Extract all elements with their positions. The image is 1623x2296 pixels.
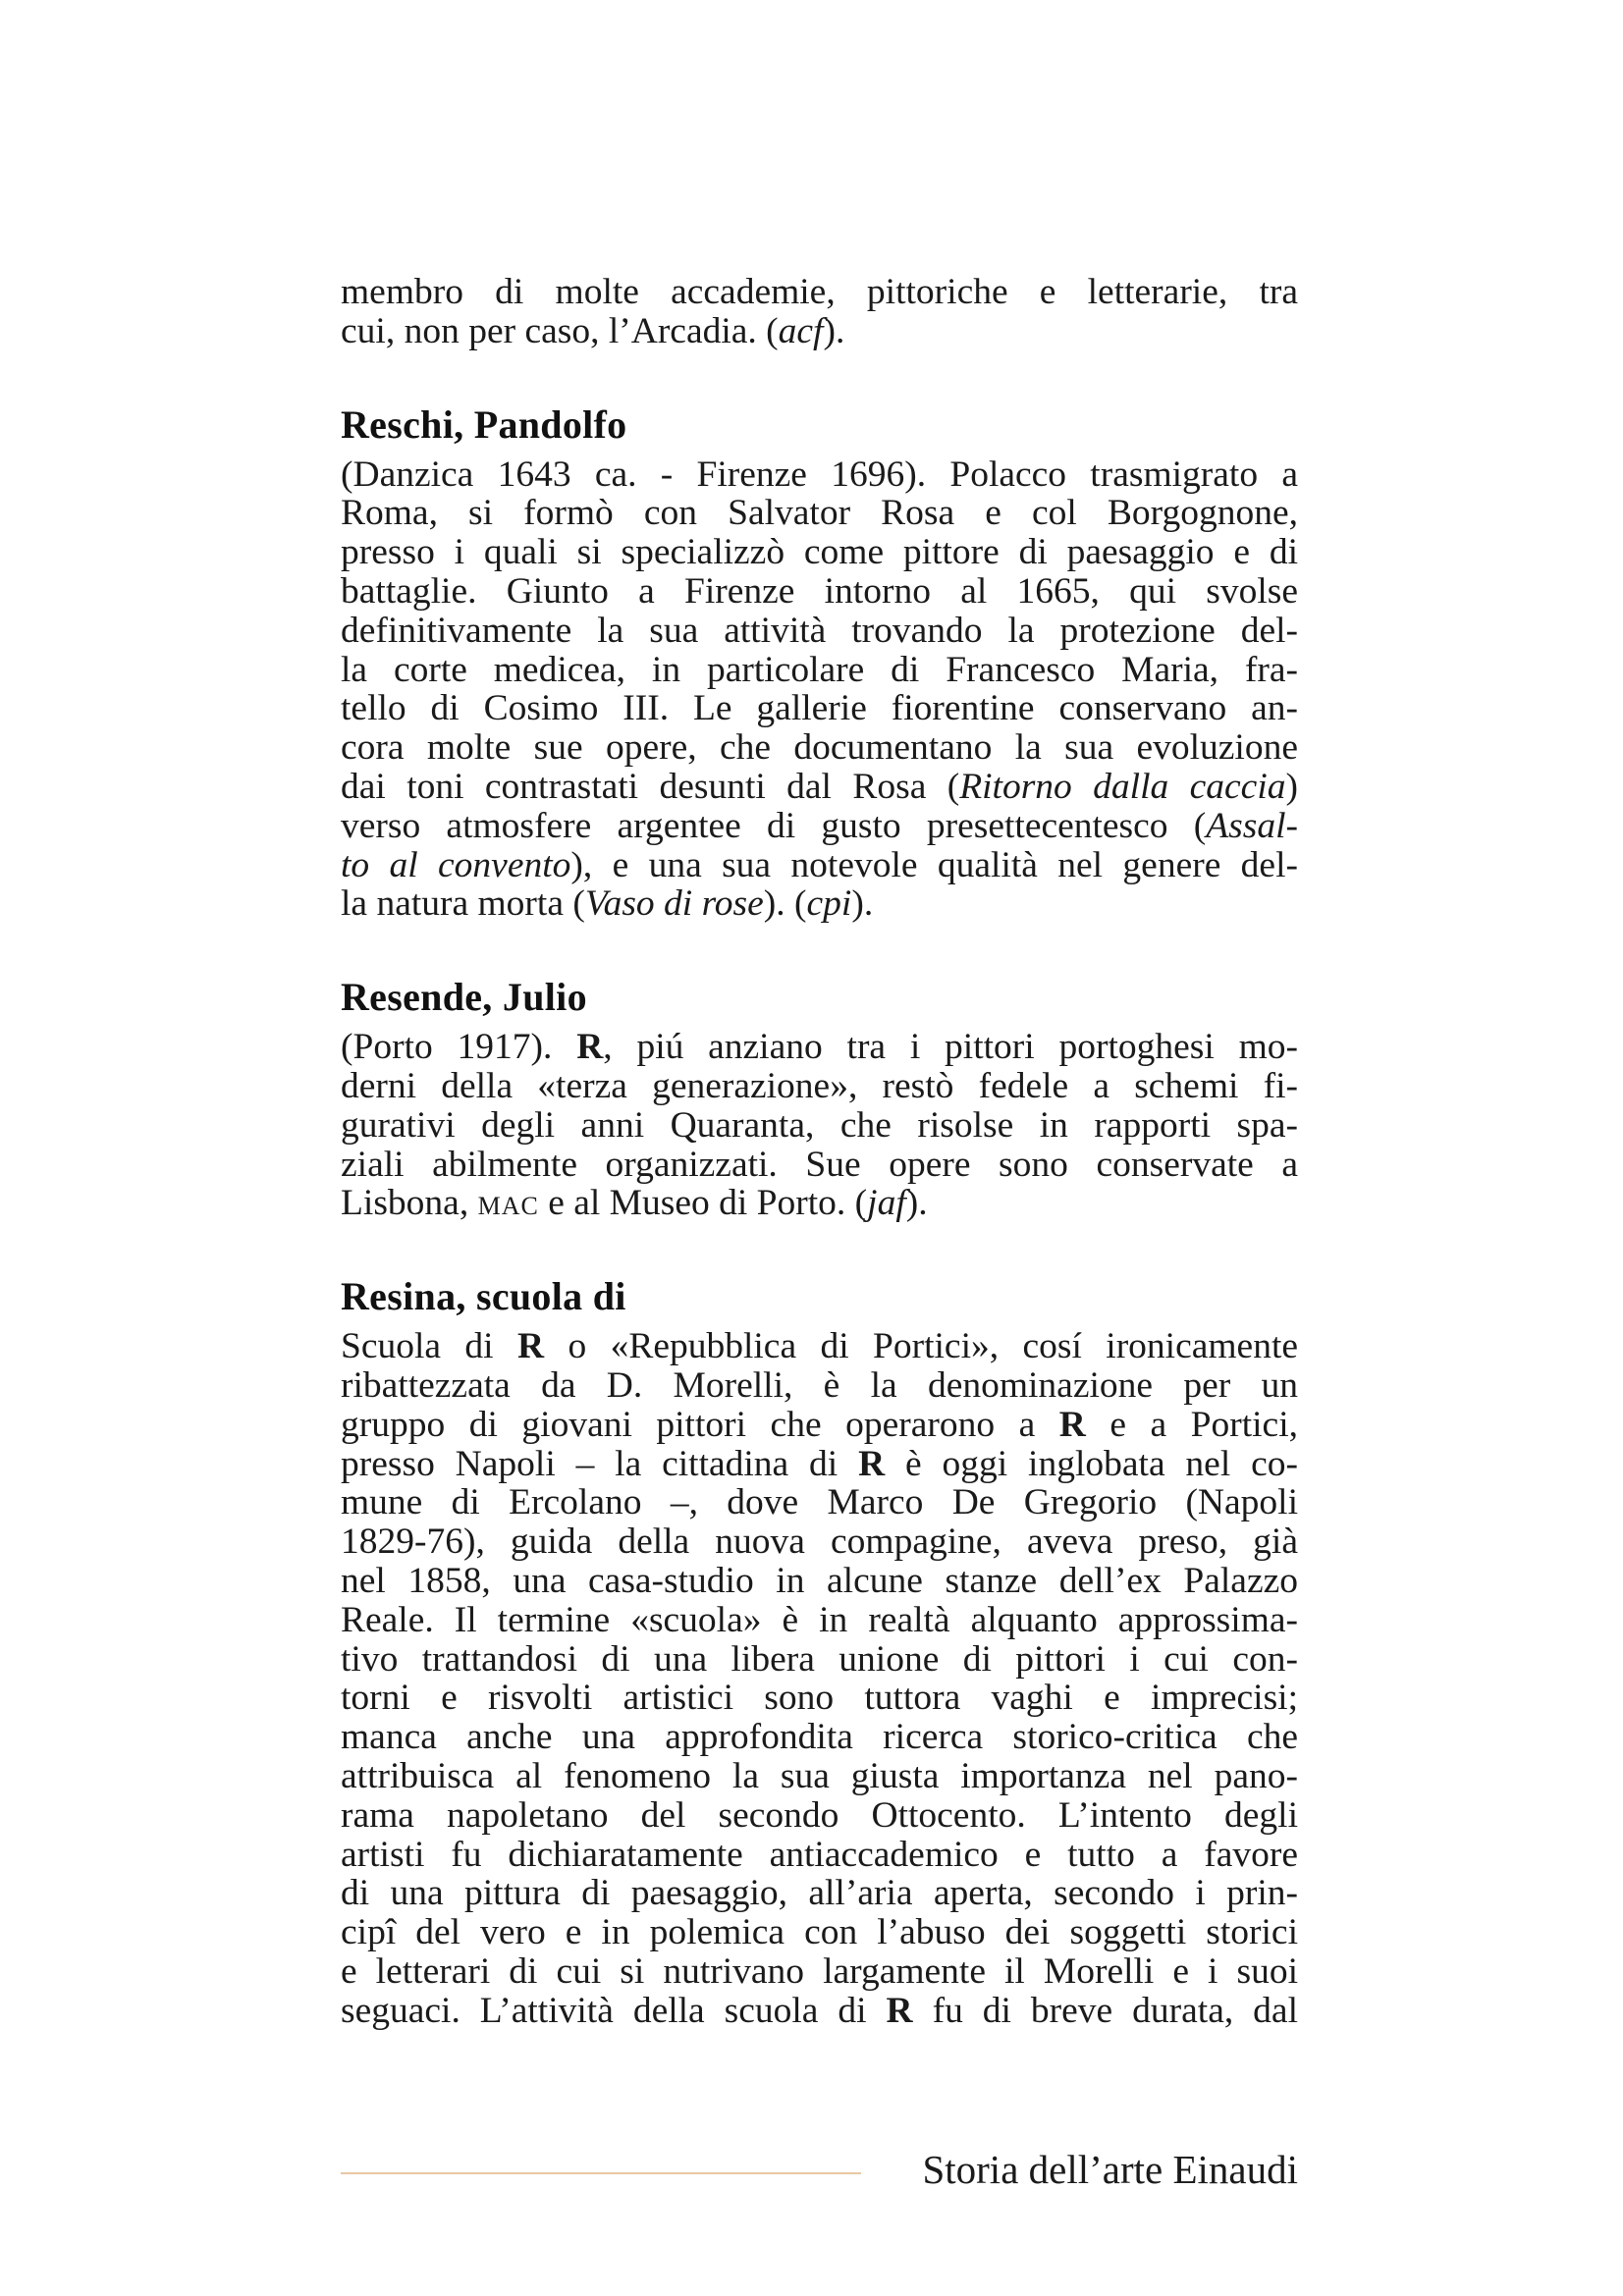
text-line: (Porto 1917). R, piú anziano tra i pittori portoghesi mo- [341,1027,1298,1068]
text-line: e letterari di cui si nutrivano largamente il Morelli e i suoi [341,1950,1298,1992]
entry-abbrev: R [1058,1404,1086,1445]
intro-paragraph [341,273,1298,351]
text-line: mune di Ercolano –, dove Marco De Gregorio (Napoli [341,1482,1298,1523]
page-footer [341,2146,1298,2195]
text-line: definitivamente la sua attività trovando la protezione del- [341,610,1298,651]
text-line: Scuola di R o «Repubblica di Portici», cosí ironicamente [341,1326,1299,1367]
text-line: membro di molte accademie, pittoriche e letterarie, tra [341,272,1298,312]
text-line: attribuisca al fenomeno la sua giusta importanza nel pano- [341,1755,1298,1796]
text-line: tivo trattandosi di una libera unione di pittori i cui con- [341,1638,1298,1680]
entry-abbrev: R [886,1990,913,2031]
entry-abbrev: R [858,1443,886,1484]
text-line: presso i quali si specializzò come pittore di paesaggio e di [341,532,1298,573]
text-line: Lisbona, MAC e al Museo di Porto. (jaf). [341,1183,928,1224]
entry-title-reschi: Reschi, Pandolfo [341,401,627,447]
text-line: di una pittura di paesaggio, all’aria aperta, secondo i prin- [341,1873,1298,1914]
text-line: presso Napoli – la cittadina di R è oggi inglobata nel co- [341,1443,1298,1484]
artwork-title: to al convento [341,844,571,885]
text-line: cora molte sue opere, che documentano la sua evoluzione [341,727,1298,769]
text-line: seguaci. L’attività della scuola di R fu di breve durata, dal [341,1990,1298,2031]
author-initials: acf [778,310,824,351]
entry-abbrev: R [516,1326,545,1367]
entry-title-resende: Resende, Julio [341,975,587,1020]
text-line: gurativi degli anni Quaranta, che risolse in rapporti spa- [341,1104,1298,1146]
text-line: manca anche una approfondita ricerca storico-critica che [341,1717,1298,1758]
artwork-title: Ritorno dalla caccia [959,766,1286,807]
text-line: torni e risvolti artistici sono tuttora vaghi e imprecisi; [341,1678,1298,1719]
museum-abbrev: MAC [477,1192,539,1221]
text-line: battaglie. Giunto a Firenze intorno al 1665, qui svolse [341,570,1298,612]
entry-body-resina [341,1327,1298,2030]
footer-title: Storia dell’arte Einaudi [922,2147,1298,2192]
artwork-title: Vaso di rose [584,883,764,925]
text-line: la corte medicea, in particolare di Francesco Maria, fra- [341,649,1298,690]
footer-rule [341,2172,861,2174]
entry-abbrev: R [576,1027,604,1068]
text-line: cui, non per caso, l’Arcadia. (acf). [341,310,845,351]
artwork-title: Assal- [1206,805,1298,846]
text-line: rama napoletano del secondo Ottocento. L’intento degli [341,1794,1298,1836]
text-line: (Danzica 1643 ca. - Firenze 1696). Polacco trasmigrato a [341,454,1298,495]
entry-body-resende [341,1028,1298,1223]
entry-title-resina: Resina, scuola di [341,1274,626,1319]
text-line: dai toni contrastati desunti dal Rosa (Ritorno dalla caccia) [341,766,1298,807]
text-line: Reale. Il termine «scuola» è in realtà alquanto approssima- [341,1599,1298,1640]
page-body [341,273,1298,2030]
text-line: ribattezzata da D. Morelli, è la denominazione per un [341,1364,1298,1406]
text-line: 1829-76), guida della nuova compagine, aveva preso, già [341,1522,1298,1563]
text-line: derni della «terza generazione», restò fedele a schemi fi- [341,1065,1298,1106]
author-initials: jaf [867,1183,906,1224]
text-line: to al convento), e una sua notevole qualità nel genere del- [341,844,1298,885]
author-initials: cpi [806,883,852,925]
text-line: gruppo di giovani pittori che operarono a R e a Portici, [341,1404,1298,1445]
text-line: nel 1858, una casa-studio in alcune stanze dell’ex Palazzo [341,1560,1298,1601]
text-line: tello di Cosimo III. Le gallerie fiorentine conservano an- [341,688,1298,729]
text-line: Roma, si formò con Salvator Rosa e col Borgognone, [341,493,1298,534]
text-line: artisti fu dichiaratamente antiaccademico e tutto a favore [341,1834,1298,1875]
text-line: cipî del vero e in polemica con l’abuso dei soggetti storici [341,1912,1298,1953]
text-line: verso atmosfere argentee di gusto presettecentesco (Assal- [341,805,1298,846]
text-line: la natura morta (Vaso di rose). (cpi). [341,883,874,925]
entry-body-reschi [341,455,1298,925]
text-line: ziali abilmente organizzati. Sue opere sono conservate a [341,1144,1298,1185]
